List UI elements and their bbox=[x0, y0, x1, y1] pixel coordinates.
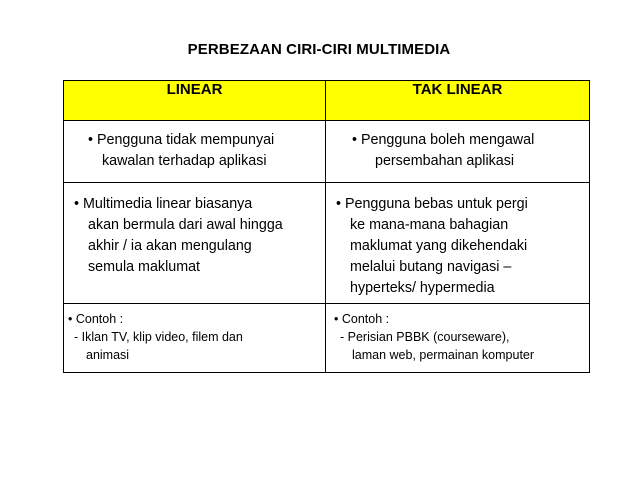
text-line: maklumat yang dikehendaki bbox=[350, 238, 528, 254]
header-linear: LINEAR bbox=[64, 81, 326, 121]
text-line: • Pengguna bebas untuk pergi bbox=[336, 196, 528, 212]
text-line: • Contoh : bbox=[68, 312, 124, 326]
text-line: persembahan aplikasi bbox=[375, 153, 515, 169]
text-line: - Perisian PBBK (courseware), bbox=[340, 330, 510, 344]
text-line: semula maklumat bbox=[88, 259, 201, 275]
text-line: melalui butang navigasi – bbox=[350, 259, 512, 275]
cell-linear-example bbox=[64, 304, 326, 373]
table-row bbox=[64, 304, 590, 373]
text-line: • Pengguna boleh mengawal bbox=[352, 132, 535, 148]
page-title: PERBEZAAN CIRI-CIRI MULTIMEDIA bbox=[187, 41, 451, 58]
text-line: akhir / ia akan mengulang bbox=[88, 238, 252, 254]
comparison-table bbox=[63, 80, 590, 373]
text-line: animasi bbox=[86, 348, 130, 362]
header-tak-linear: TAK LINEAR bbox=[326, 81, 590, 121]
cell-linear-flow bbox=[64, 183, 326, 304]
text-line: ke mana-mana bahagian bbox=[350, 217, 509, 233]
table-row bbox=[64, 183, 590, 304]
text-line: • Multimedia linear biasanya bbox=[74, 196, 253, 212]
table-header-row bbox=[64, 81, 590, 121]
text-line: • Pengguna tidak mempunyai bbox=[88, 132, 275, 148]
text-line: hyperteks/ hypermedia bbox=[350, 280, 495, 296]
cell-tak-linear-flow bbox=[326, 183, 590, 304]
text-line: • Contoh : bbox=[334, 312, 390, 326]
text-line: akan bermula dari awal hingga bbox=[88, 217, 283, 233]
cell-tak-linear-example bbox=[326, 304, 590, 373]
cell-tak-linear-control bbox=[326, 121, 590, 183]
cell-linear-control bbox=[64, 121, 326, 183]
text-line: laman web, permainan komputer bbox=[352, 348, 535, 362]
text-line: kawalan terhadap aplikasi bbox=[102, 153, 267, 169]
text-line: - Iklan TV, klip video, filem dan bbox=[74, 330, 243, 344]
table-row bbox=[64, 121, 590, 183]
